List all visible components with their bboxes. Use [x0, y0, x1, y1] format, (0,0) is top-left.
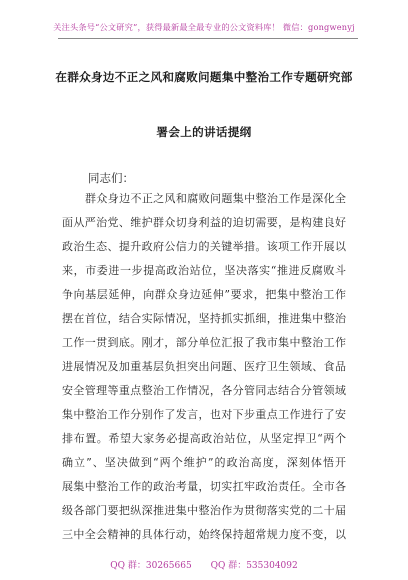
body-line: 级各部门要把纵深推进集中整治作为贯彻落实党的二十届: [62, 504, 346, 517]
body-line: 集中整治工作分别作了发言，也对下步重点工作进行了安: [62, 408, 346, 421]
body-line: 三中全会精神的具体行动，始终保持超常规力度不变，以: [62, 528, 346, 541]
document-title-line-1: 在群众身边不正之风和腐败问题集中整治工作专题研究部: [55, 70, 353, 84]
body-line: 争向基层延伸，向群众身边延伸”要求，把集中整治工作: [62, 288, 346, 301]
footer-qq-group-2: QQ 群：535304092: [210, 561, 298, 571]
body-line: 安全管理等重点整治工作情况，各分管同志结合分管领域: [62, 384, 346, 397]
body-line: 确立”、坚决做到“两个维护”的政治高度，深刻体悟开: [62, 456, 346, 469]
body-line: 工作一贯到底。刚才，部分单位汇报了我市集中整治工作: [62, 336, 346, 349]
body-line: 进展情况及加重基层负担突出问题、医疗卫生领域、食品: [62, 360, 346, 373]
document-title-line-2: 署会上的讲话提纲: [156, 125, 252, 139]
body-line: 群众身边不正之风和腐败问题集中整治工作是深化全: [85, 192, 346, 205]
header-divider: [58, 38, 358, 39]
body-line: 排布置。希望大家务必提高政治站位，从坚定捍卫“两个: [62, 432, 346, 445]
header-banner: 关注头条号“公文研究”，获得最新最全最专业的公文资料库！ 微信：gongwenyj: [53, 22, 355, 32]
footer: [0, 558, 408, 571]
body-line: 来，市委进一步提高政治站位，坚决落实“推进反腐败斗: [62, 264, 346, 277]
footer-qq-group-1: QQ 群：30265665: [110, 561, 192, 571]
body-line: 展集中整治工作的政治考量，切实扛牢政治责任。全市各: [62, 480, 346, 493]
body-line: 面从严治党、维护群众切身利益的迫切需要，是构建良好: [62, 216, 346, 229]
body-line: 政治生态、提升政府公信力的关键举措。该项工作开展以: [62, 240, 346, 253]
body-line: 摆在首位，结合实际情况，坚持抓实抓细，推进集中整治: [62, 312, 346, 325]
salutation: 同志们：: [88, 171, 134, 185]
